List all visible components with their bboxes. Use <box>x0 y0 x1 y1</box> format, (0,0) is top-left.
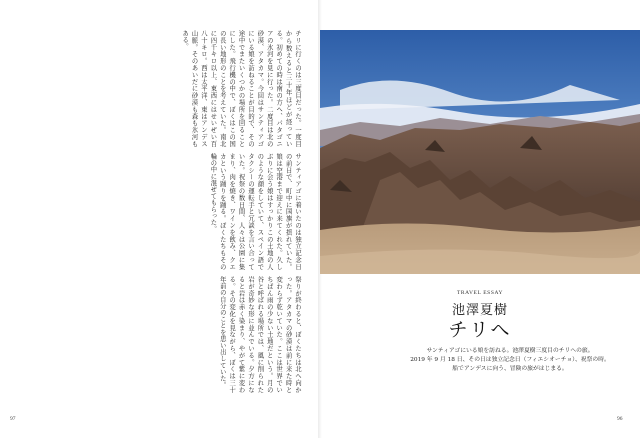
lead-paragraph <box>380 347 640 374</box>
body-text-column: チリに行くのは三度目だった。一度目から数えると三十年ほどが経っている。初めての時は南の方へ、パタゴニアの氷河を見に行った。二度目は北の砂漠、アタカマ。今回はサンティアゴにいる娘を訪ねることが目的で、その途中でまたいくつかの場所を回ることにした。飛行機の中で、ぼくはこの国の長い地形のことを考えていた。南北に四千キロ以上、東西にはせいぜい百八十キロ。西は太平洋、東はアンデス山脈。そのあいだに砂漠も森も氷河もある。 <box>181 30 301 147</box>
lead-line: 船でアンデスに向う、冒険の旅がはじまる。 <box>452 366 568 372</box>
lead-line: サンティアゴにいる娘を訪ねる。池澤夏樹三度目のチリへの旅。 <box>426 348 594 354</box>
page-number-right: 96 <box>617 416 623 422</box>
body-text-column: 祭りが終わると、ぼくたちは北へ向かった。アタカマの砂漠は前に来た時と変わらず乾いていた。ここは世界でいちばん雨の少ない土地だという。月の谷と呼ばれる場所では、風に削られた岩が奇妙な形に並んでいる。夕方になると岩は赤く染まり、やがて紫に変わる。その変化を見ながら、ぼくは三十年前の自分のことを思い出していた。 <box>218 276 301 393</box>
body-text-column: サンティアゴに着いたのは独立記念日の前日で、町中に国旗が揺れていた。娘は空港まで迎えに来てくれた。久しぶりに会う娘はすっかりこの土地の人のような顔をしていて、スペイン語でタクシーの運転手と冗談を言い合っていた。祝祭の数日間、人々は公園に集まり、肉を焼き、ワインを飲み、クエカという踊りを踊る。ぼくたちもその輪の中に混ぜてもらった。 <box>209 153 301 270</box>
page-number-left: 97 <box>10 416 16 422</box>
desert-landscape-photo <box>320 30 640 274</box>
essay-title: チリへ <box>448 319 512 341</box>
section-label: TRAVEL ESSAY <box>456 290 504 296</box>
author-name: 池澤夏樹 <box>451 303 508 318</box>
lead-line: 2019 年 9 月 18 日、その日は独立記念日（フィエシオーチョ）、祝祭の時。 <box>410 357 610 363</box>
